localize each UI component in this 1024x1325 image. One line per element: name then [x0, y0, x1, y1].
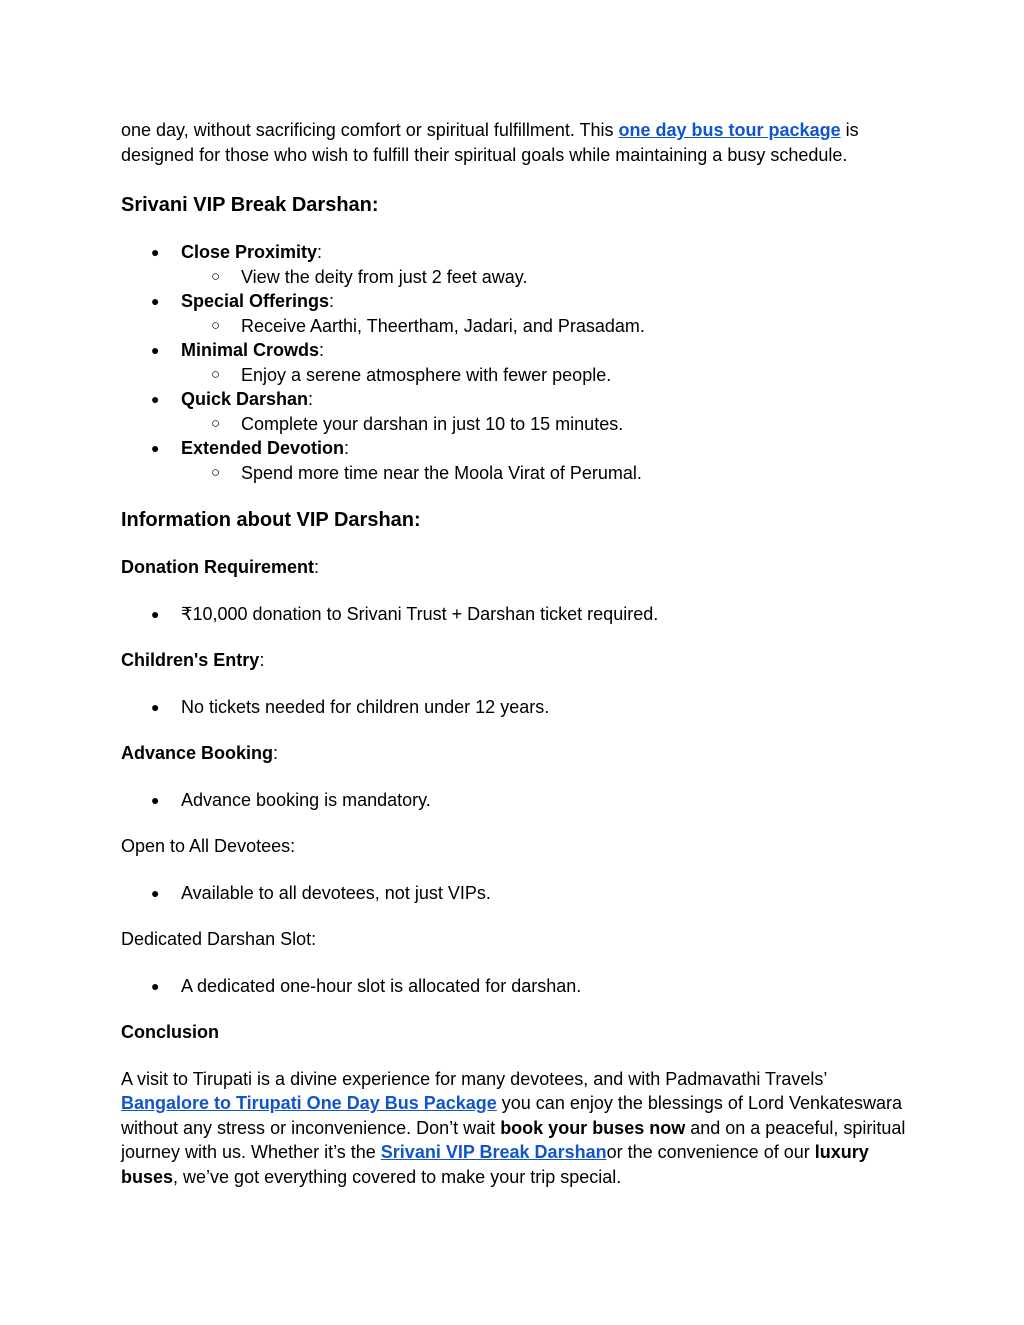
- colon: :: [308, 389, 314, 409]
- bullet: ●: [151, 605, 160, 622]
- list-item: [121, 387, 911, 412]
- intro-paragraph: [121, 118, 911, 167]
- benefit-detail: Spend more time near the Moola Virat of Perumal.: [241, 462, 642, 483]
- sub-list-item: [121, 363, 911, 388]
- children-item: No tickets needed for children under 12 years.: [181, 696, 550, 717]
- bullet: ●: [151, 391, 160, 407]
- sub-bullet: ○: [211, 463, 221, 481]
- children-label-text: Children's Entry: [121, 650, 260, 670]
- slot-item: A dedicated one-hour slot is allocated for darshan.: [181, 975, 582, 996]
- colon: :: [344, 438, 350, 458]
- intro-text: one day, without sacrificing comfort or spiritual fulfillment. This: [121, 120, 619, 140]
- sub-bullet: ○: [211, 414, 221, 432]
- benefit-label: Close Proximity: [181, 242, 318, 262]
- bullet: ●: [151, 698, 160, 715]
- conclusion-text-3: and on a peaceful, spiritual journey with us. Whether it’s the: [121, 1117, 906, 1162]
- colon: :: [314, 557, 320, 577]
- benefit-detail: Complete your darshan in just 10 to 15 minutes.: [241, 413, 624, 434]
- open-label: Open to All Devotees:: [121, 836, 296, 856]
- luxury-buses-emphasis: luxury buses: [121, 1142, 869, 1187]
- bullet: ●: [151, 791, 160, 808]
- srivani-heading: Srivani VIP Break Darshan:: [121, 194, 379, 216]
- benefit-detail: Receive Aarthi, Theertham, Jadari, and Prasadam.: [241, 315, 645, 336]
- benefit-detail: View the deity from just 2 feet away.: [241, 266, 528, 287]
- donation-item: ₹10,000 donation to Srivani Trust + Darshan ticket required.: [181, 603, 659, 624]
- list-item: [121, 788, 911, 813]
- benefit-label: Extended Devotion: [181, 438, 345, 458]
- sub-list-item: [121, 412, 911, 437]
- document-page: [121, 118, 911, 1189]
- benefit-label: Quick Darshan: [181, 389, 309, 409]
- list-item: [121, 602, 911, 627]
- colon: :: [319, 340, 325, 360]
- advance-label: [121, 741, 911, 766]
- srivani-vip-break-darshan-link[interactable]: Srivani VIP Break Darshan: [380, 1142, 607, 1162]
- conclusion-heading-text: Conclusion: [121, 1022, 219, 1042]
- bullet: ●: [151, 342, 160, 358]
- list-item: [121, 695, 911, 720]
- donation-label: [121, 555, 911, 580]
- colon: :: [329, 291, 335, 311]
- donation-list: [121, 602, 911, 627]
- conclusion-text-5: , we’ve got everything covered to make your trip special.: [173, 1166, 622, 1187]
- benefit-label: Minimal Crowds: [181, 340, 320, 360]
- sub-bullet: ○: [211, 365, 221, 383]
- one-day-bus-tour-link[interactable]: one day bus tour package: [618, 120, 841, 140]
- children-label: [121, 648, 911, 673]
- bullet: ●: [151, 293, 160, 309]
- colon: :: [259, 650, 265, 670]
- sub-bullet: ○: [211, 267, 221, 285]
- sub-list-item: [121, 461, 911, 486]
- list-item: [121, 881, 911, 906]
- colon: :: [317, 242, 323, 262]
- slot-list: [121, 974, 911, 999]
- bangalore-tirupati-package-link[interactable]: Bangalore to Tirupati One Day Bus Package: [121, 1093, 497, 1113]
- advance-label-text: Advance Booking: [121, 743, 274, 763]
- sub-list-item: [121, 314, 911, 339]
- bullet: ●: [151, 977, 160, 994]
- bullet: ●: [151, 244, 160, 260]
- slot-label: Dedicated Darshan Slot:: [121, 929, 317, 949]
- sub-list-item: [121, 265, 911, 290]
- sub-bullet: ○: [211, 316, 221, 334]
- srivani-benefits-list: [121, 240, 911, 485]
- list-item: [121, 436, 911, 461]
- info-heading: Information about VIP Darshan:: [121, 509, 421, 531]
- conclusion-paragraph: [121, 1067, 911, 1190]
- conclusion-text-4: or the convenience of our: [606, 1142, 815, 1162]
- conclusion-text-2: you can enjoy the blessings of Lord Venkateswara without any stress or inconvenience. Don’t wait: [121, 1093, 903, 1138]
- colon: :: [273, 743, 279, 763]
- list-item: [121, 289, 911, 314]
- donation-label-text: Donation Requirement: [121, 557, 315, 577]
- bullet: ●: [151, 884, 160, 901]
- advance-item: Advance booking is mandatory.: [181, 789, 431, 810]
- list-item: [121, 974, 911, 999]
- book-buses-emphasis: book your buses now: [500, 1117, 686, 1138]
- intro-text-2: is designed for those who wish to fulfill their spiritual goals while maintaining a busy schedule.: [121, 120, 859, 165]
- bullet: ●: [151, 440, 160, 456]
- advance-list: [121, 788, 911, 813]
- children-list: [121, 695, 911, 720]
- open-item: Available to all devotees, not just VIPs.: [181, 882, 491, 903]
- conclusion-text: A visit to Tirupati is a divine experience for many devotees, and with Padmavathi Travels’: [121, 1068, 827, 1089]
- benefit-label: Special Offerings: [181, 291, 330, 311]
- list-item: [121, 240, 911, 265]
- conclusion-heading: [121, 1020, 911, 1045]
- list-item: [121, 338, 911, 363]
- benefit-detail: Enjoy a serene atmosphere with fewer people.: [241, 364, 612, 385]
- open-list: [121, 881, 911, 906]
